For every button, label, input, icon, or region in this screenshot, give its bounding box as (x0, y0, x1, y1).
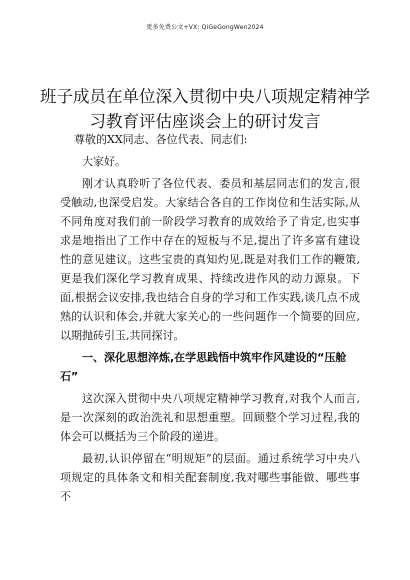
salutation: 尊敬的XX同志、各位代表、同志们: (74, 133, 248, 146)
document-title: 班子成员在单位深入贯彻中央八项规定精神学习教育评估座谈会上的研讨发言 (40, 87, 370, 131)
header-note: 更多免费公文+VX: QiGeGongWen2024 (146, 24, 264, 31)
document-body (60, 130, 360, 509)
paragraph: 最初,认识停留在“明规矩”的层面。通过系统学习中央八项规定的具体条文和相关配套制度,我对哪些事能做、哪些事不 (60, 452, 360, 503)
section-heading: 一、深化思想淬炼,在学思践悟中筑牢作风建设的“压舱石” (60, 351, 347, 383)
paragraph: 刚才认真聆听了各位代表、委员和基层同志们的发言,很受触动,也深受启发。大家结合各自的工作岗位和生活实际,从不同角度对我们前一阶段学习教育的成效给予了肯定,也实事求是地指出了工作中存在的短板与不足,提出了许多富有建设性的意见建议。这些宝贵的真知灼见,既是对我们工作的鞭策,更是我们深化学习教育成果、持续改进作风的动力源泉。下面,根据会议安排,我也结合自身的学习和工作实践,谈几点不成熟的认识和体会,并就大家关心的一些问题作一个简要的回应,以期抛砖引玉,共同探讨。 (60, 177, 360, 342)
greeting: 大家好。 (82, 155, 126, 168)
paragraph: 这次深入贯彻中央八项规定精神学习教育,对我个人而言,是一次深刻的政治洗礼和思想重塑。回顾整个学习过程,我的体会可以概括为三个阶段的递进。 (60, 392, 360, 443)
